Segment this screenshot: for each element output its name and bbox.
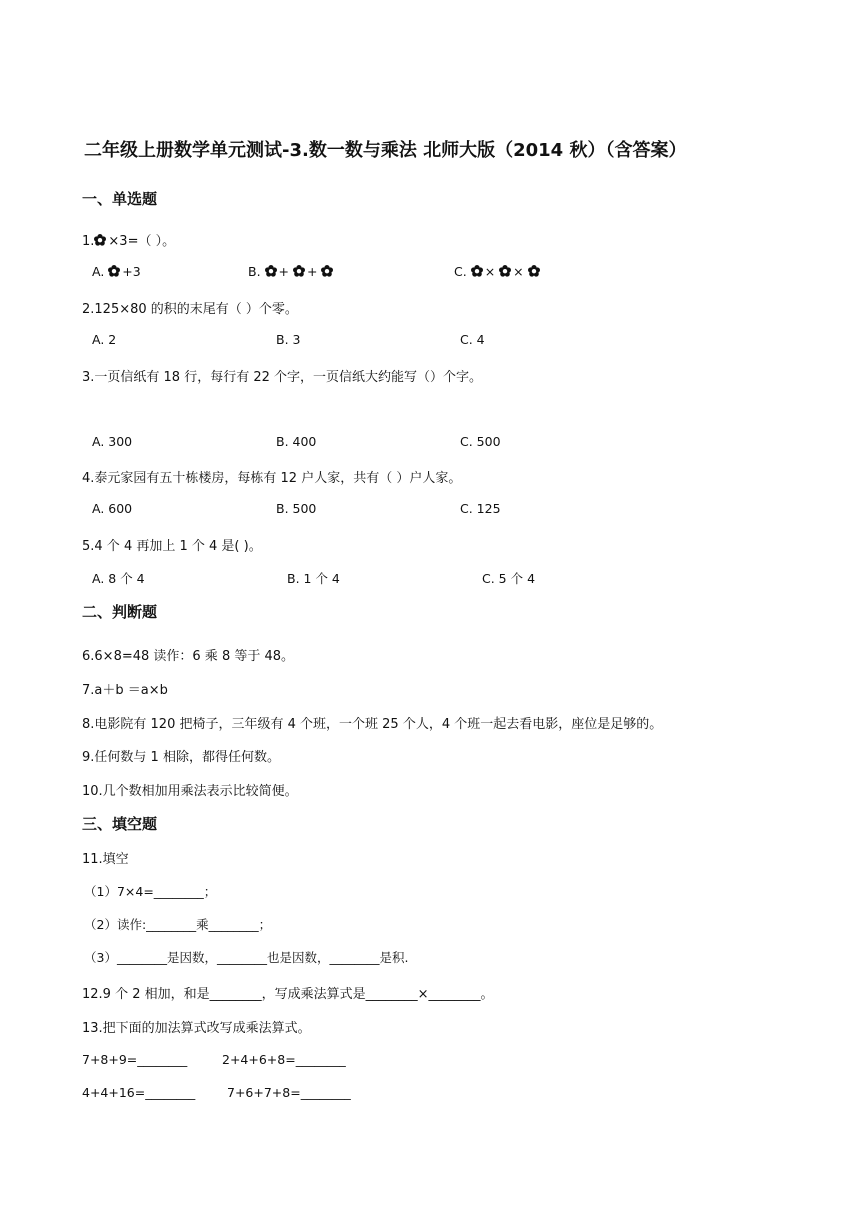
question-2-stem: 2.125×80 的积的末尾有（ ）个零。 — [82, 302, 298, 317]
question-6: 6.6×8=48 读作：6 乘 8 等于 48。 — [82, 649, 295, 664]
question-2-option-c[interactable]: C. 4 — [460, 332, 485, 347]
question-5-option-c[interactable]: C. 5 个 4 — [482, 571, 536, 586]
question-2-option-a[interactable]: A. 2 — [92, 332, 117, 347]
flower-icon — [321, 265, 333, 277]
question-13-expr-3: 4+4+16=________ — [82, 1085, 196, 1100]
question-5-option-a[interactable]: A. 8 个 4 — [92, 571, 145, 586]
question-11-line-1: （1）7×4=________； — [84, 884, 217, 899]
section-heading-fill-blank: 三、填空题 — [82, 815, 158, 833]
question-3-option-c[interactable]: C. 500 — [460, 434, 501, 449]
question-4-option-a[interactable]: A. 600 — [92, 501, 133, 516]
question-4-option-c[interactable]: C. 125 — [460, 501, 501, 516]
flower-icon — [471, 265, 483, 277]
question-1-text: ×3=（ ）。 — [108, 234, 176, 249]
question-1-option-b[interactable] — [248, 264, 335, 279]
question-13-expr-2: 2+4+6+8=________ — [222, 1052, 346, 1067]
option-text: +3 — [122, 264, 141, 279]
section-heading-true-false: 二、判断题 — [82, 603, 158, 621]
option-text: + — [306, 264, 322, 279]
question-8: 8.电影院有 120 把椅子，三年级有 4 个班，一个班 25 个人，4 个班一起去看电影，座位是足够的。 — [82, 717, 663, 732]
question-10: 10.几个数相加用乘法表示比较简便。 — [82, 784, 298, 799]
question-3-option-a[interactable]: A. 300 — [92, 434, 133, 449]
question-13-stem: 13.把下面的加法算式改写成乘法算式。 — [82, 1021, 311, 1036]
question-3-stem: 3.一页信纸有 18 行，每行有 22 个字，一页信纸大约能写（）个字。 — [82, 370, 483, 385]
question-7: 7.a＋b ＝a×b — [82, 683, 168, 698]
question-1-option-a[interactable] — [92, 264, 141, 279]
option-label: C. — [454, 264, 471, 279]
question-11-stem: 11.填空 — [82, 852, 129, 867]
question-11-line-3: （3）________是因数，________也是因数，________是积. — [84, 950, 409, 965]
flower-icon — [528, 265, 540, 277]
question-13-expr-4: 7+6+7+8=________ — [227, 1085, 351, 1100]
flower-icon — [108, 265, 120, 277]
option-text: × — [484, 264, 500, 279]
question-9: 9.任何数与 1 相除，都得任何数。 — [82, 750, 280, 765]
option-label: A. — [92, 264, 109, 279]
flower-icon — [499, 265, 511, 277]
question-5-stem: 5.4 个 4 再加上 1 个 4 是( )。 — [82, 539, 262, 554]
flower-icon — [265, 265, 277, 277]
question-2-option-b[interactable]: B. 3 — [276, 332, 301, 347]
question-4-option-b[interactable]: B. 500 — [276, 501, 317, 516]
question-1-option-c[interactable] — [454, 264, 542, 279]
question-4-stem: 4.泰元家园有五十栋楼房，每栋有 12 户人家，共有（ ）户人家。 — [82, 471, 462, 486]
question-5-option-b[interactable]: B. 1 个 4 — [287, 571, 340, 586]
page-title: 二年级上册数学单元测试-3.数一数与乘法 北师大版（2014 秋）（含答案） — [84, 140, 687, 161]
question-3-option-b[interactable]: B. 400 — [276, 434, 317, 449]
question-13-expr-1: 7+8+9=________ — [82, 1052, 188, 1067]
option-label: B. — [248, 264, 265, 279]
question-1-stem — [82, 230, 175, 249]
question-11-line-2: （2）读作:________乘________； — [84, 917, 272, 932]
flower-icon — [94, 234, 106, 246]
option-text: + — [278, 264, 293, 279]
section-heading-single-choice: 一、单选题 — [82, 190, 158, 208]
question-12: 12.9 个 2 相加，和是________，写成乘法算式是________×________。 — [82, 987, 494, 1002]
option-text: × — [513, 264, 528, 279]
question-1-number: 1. — [82, 234, 95, 249]
flower-icon — [293, 265, 305, 277]
